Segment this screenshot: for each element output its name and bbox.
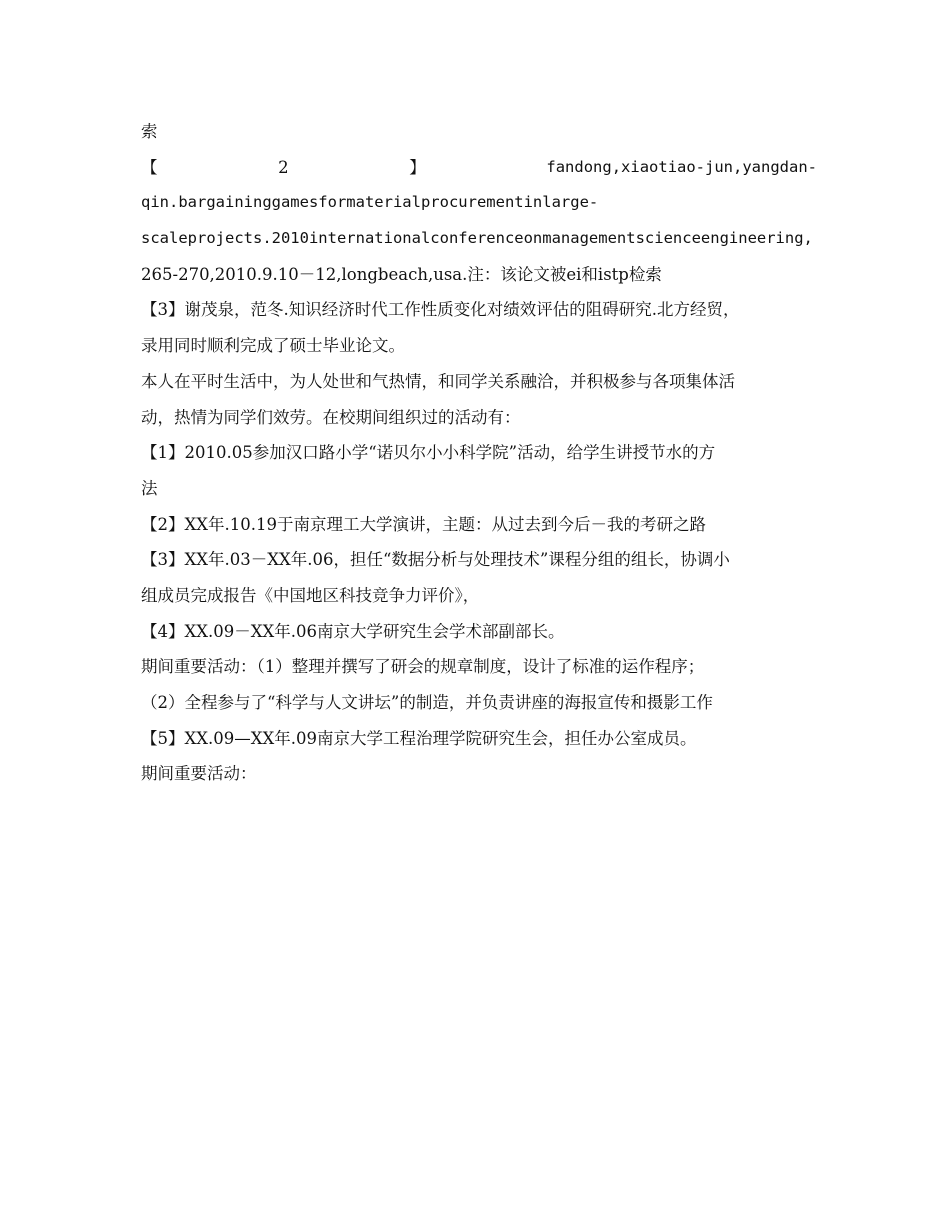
text-line: qin.bargaininggamesformaterialprocurementinlarge- (141, 193, 599, 212)
text-line: 期间重要活动： (141, 764, 257, 784)
text-line: 【5】XX.09—XX年.09南京大学工程治理学院研究生会，担任办公室成员。 (141, 728, 697, 748)
reference-open-bracket: 【 (141, 157, 158, 177)
text-line: 期间重要活动：（1）整理并撰写了研会的规章制度，设计了标准的运作程序； (141, 657, 705, 677)
text-line: 录用同时顺利完成了硕士毕业论文。 (141, 336, 405, 356)
reference-2-header-line (141, 150, 817, 186)
text-line: 【3】谢茂泉，范冬.知识经济时代工作性质变化对绩效评估的阻碍研究.北方经贸， (141, 300, 740, 320)
reference-authors: fandong,xiaotiao-jun,yangdan- (546, 157, 817, 176)
text-line: 本人在平时生活中，为人处世和气热情，和同学关系融洽，并积极参与各项集体活 (141, 371, 735, 391)
text-line: 法 (141, 478, 158, 498)
text-line: scaleprojects.2010internationalconferenceonmanagementscienceengineering, (141, 229, 813, 248)
text-line: 组成员完成报告《中国地区科技竞争力评价》， (141, 585, 480, 605)
text-line: 【3】XX年.03－XX年.06，担任“数据分析与处理技术”课程分组的组长，协调小 (141, 550, 730, 570)
text-line: 265-270,2010.9.10－12,longbeach,usa.注：该论文被ei和istp检索 (141, 264, 662, 284)
text-line: 索 (141, 122, 158, 141)
text-line: 【2】XX年.10.19于南京理工大学演讲，主题：从过去到今后－我的考研之路 (141, 514, 706, 534)
reference-number: 2 (278, 157, 289, 177)
reference-close-bracket: 】 (409, 157, 426, 177)
document-body (141, 114, 817, 792)
text-line: 【4】XX.09－XX年.06南京大学研究生会学术部副部长。 (141, 621, 565, 641)
text-line: 动，热情为同学们效劳。在校期间组织过的活动有： (141, 407, 521, 427)
text-line: 【1】2010.05参加汉口路小学“诺贝尔小小科学院”活动，给学生讲授节水的方 (141, 443, 716, 463)
text-line: （2）全程参与了“科学与人文讲坛”的制造，并负责讲座的海报宣传和摄影工作 (141, 693, 713, 712)
